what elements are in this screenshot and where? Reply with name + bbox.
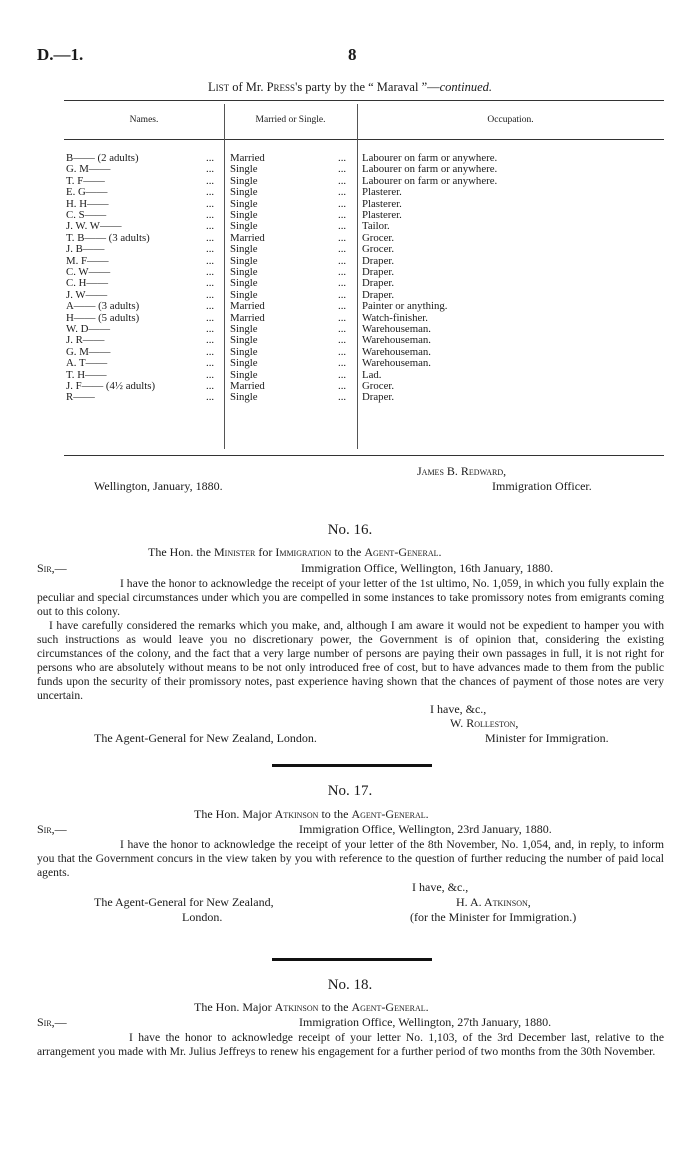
row-status: Single (230, 220, 258, 233)
row-occupation: Painter or anything. (362, 300, 448, 313)
row-leader: ... (338, 152, 347, 164)
row-leader: ... (206, 300, 215, 313)
row-leader: ... (338, 266, 347, 278)
row-status: Single (230, 345, 258, 358)
row-name: W. D—— (66, 323, 110, 335)
row-leader: ... (206, 243, 215, 256)
row-name: J. W. W—— (66, 220, 122, 233)
row-leader: ... (338, 220, 347, 233)
row-occupation: Plasterer. (362, 186, 402, 199)
row-occupation: Grocer. (362, 243, 395, 256)
letter-17-addressee-line-2: London. (182, 910, 223, 924)
list-title-continued: continued. (439, 80, 493, 94)
letter-18-heading: The Hon. Major Atkinson to the Agent-General. (194, 1000, 429, 1014)
row-leader: ... (338, 288, 347, 301)
row-leader: ... (338, 163, 347, 176)
row-occupation: Plasterer. (362, 209, 402, 221)
row-leader: ... (338, 231, 347, 244)
row-occupation: Watch-finisher. (362, 311, 428, 324)
letter-16-number: No. 16. (327, 522, 373, 538)
row-occupation: Labourer on farm or anywhere. (362, 163, 498, 176)
letter-16-office-date: Immigration Office, Wellington, 16th January, 1880. (301, 561, 554, 575)
letter-16-salutation: Sir,— (37, 561, 67, 575)
row-leader: ... (206, 231, 215, 244)
row-leader: ... (206, 209, 215, 221)
row-name: T. F—— (66, 174, 105, 187)
row-leader: ... (338, 254, 347, 267)
row-leader: ... (338, 300, 347, 313)
row-leader: ... (338, 323, 347, 335)
row-leader: ... (206, 323, 215, 335)
list-title (0, 80, 700, 95)
letter-17-signer: H. A. Atkinson, (456, 895, 531, 909)
table-header-rule (64, 139, 664, 140)
row-occupation: Warehouseman. (362, 323, 431, 335)
row-status: Married (230, 380, 265, 392)
row-status: Single (230, 197, 258, 210)
row-status: Single (230, 391, 258, 404)
row-leader: ... (338, 345, 347, 358)
column-header-occupation: Occupation. (487, 115, 534, 125)
list-title-press: Press (266, 80, 296, 94)
row-leader: ... (338, 197, 347, 210)
row-leader: ... (206, 163, 215, 176)
letter-17-paragraph-1: I have the honor to acknowledge the receipt of your letter of the 8th November, No. 1,054, and, in reply, to inform you that the Government concurs in the view taken by you with reference to the question of further reducing the number of paid local agents. (37, 838, 664, 879)
row-name: E. G—— (66, 186, 108, 199)
row-leader: ... (338, 380, 347, 392)
row-leader: ... (338, 277, 347, 290)
list-title-mid: of Mr. (229, 80, 267, 94)
letter-18-number: No. 18. (327, 977, 373, 993)
row-leader: ... (206, 368, 215, 381)
letter-16-paragraph-2: I have carefully considered the remarks which you make, and, although I am aware it would not be expedient to hamper you with such instructions as would leave you no discretionary power, the Government is of opinion that, considering the existing circumstances of the colony, and the fact that a very large number of persons are paying their own passages in full, it is not right for persons who are absolutely without means to be not only introduced free of cost, but to have advances made to them from the public funds upon the security of their promissory notes, past experience having shown that the chances of payment of those notes are very uncertain. (37, 619, 664, 702)
row-leader: ... (206, 288, 215, 301)
letter-16-signer: W. Rolleston, (450, 716, 519, 730)
row-name: J. R—— (66, 334, 105, 347)
column-header-status: Married or Single. (255, 115, 326, 125)
row-status: Married (230, 231, 265, 244)
row-leader: ... (338, 311, 347, 324)
row-name: C. H—— (66, 277, 108, 290)
row-occupation: Draper. (362, 277, 395, 290)
row-name: B—— (2 adults) (66, 152, 139, 164)
row-status: Single (230, 186, 258, 199)
row-name: H—— (5 adults) (66, 311, 140, 324)
list-title-prefix: List (207, 80, 230, 94)
row-name: A. T—— (66, 357, 108, 370)
row-status: Married (230, 300, 265, 313)
row-leader: ... (338, 174, 347, 187)
letter-16-addressee: The Agent-General for New Zealand, London. (94, 731, 317, 745)
row-occupation: Warehouseman. (362, 345, 431, 358)
row-leader: ... (206, 391, 215, 404)
row-leader: ... (338, 357, 347, 370)
row-leader: ... (206, 380, 215, 392)
letter-17-office-date: Immigration Office, Wellington, 23rd January, 1880. (299, 822, 552, 836)
row-name: G. M—— (66, 163, 111, 176)
row-status: Married (230, 311, 265, 324)
row-leader: ... (206, 186, 215, 199)
row-leader: ... (338, 186, 347, 199)
row-occupation: Draper. (362, 288, 395, 301)
row-occupation: Grocer. (362, 231, 395, 244)
row-name: T. H—— (66, 368, 107, 381)
column-header-names: Names. (129, 115, 159, 125)
row-leader: ... (338, 368, 347, 381)
section-divider-2 (272, 958, 432, 961)
row-name: J. W—— (66, 288, 108, 301)
row-occupation: Labourer on farm or anywhere. (362, 152, 498, 164)
row-leader: ... (206, 277, 215, 290)
row-status: Single (230, 368, 258, 381)
letter-17-closing: I have, &c., (412, 880, 469, 894)
row-name: G. M—— (66, 345, 111, 358)
letter-17-salutation: Sir,— (37, 822, 67, 836)
row-leader: ... (338, 334, 347, 347)
row-occupation: Draper. (362, 266, 395, 278)
row-leader: ... (338, 243, 347, 256)
row-name: A—— (3 adults) (66, 300, 140, 313)
row-leader: ... (206, 311, 215, 324)
row-occupation: Lad. (362, 368, 382, 381)
row-status: Single (230, 323, 258, 335)
row-leader: ... (206, 266, 215, 278)
letter-16-paragraph-1: I have the honor to acknowledge the receipt of your letter of the 1st ultimo, No. 1,059, in which you fully explain the peculiar and special circumstances under which you are compelled in some instances to take promissory notes from emigrants coming out to this colony. (37, 577, 664, 618)
row-occupation: Draper. (362, 391, 395, 404)
list-signature-name: James B. Redward, (417, 464, 507, 478)
table-divider-2 (357, 104, 358, 449)
row-leader: ... (206, 334, 215, 347)
row-leader: ... (206, 254, 215, 267)
row-occupation: Plasterer. (362, 197, 402, 210)
row-name: R—— (66, 391, 95, 404)
row-leader: ... (206, 345, 215, 358)
row-status: Single (230, 288, 258, 301)
table-divider-1 (224, 104, 225, 449)
row-status: Single (230, 334, 258, 347)
row-name: C. W—— (66, 266, 111, 278)
table-bottom-rule (64, 455, 664, 456)
letter-17-signer-title: (for the Minister for Immigration.) (410, 910, 577, 924)
row-status: Single (230, 163, 258, 176)
section-divider-1 (272, 764, 432, 767)
letter-18-salutation: Sir,— (37, 1015, 67, 1029)
row-status: Single (230, 277, 258, 290)
row-name: J. B—— (66, 243, 105, 256)
row-occupation: Grocer. (362, 380, 395, 392)
row-status: Single (230, 174, 258, 187)
row-leader: ... (206, 174, 215, 187)
letter-17-heading: The Hon. Major Atkinson to the Agent-General. (194, 807, 429, 821)
row-leader: ... (206, 357, 215, 370)
letter-16-heading: The Hon. the Minister for Immigration to the Agent-General. (148, 545, 442, 559)
letter-18-office-date: Immigration Office, Wellington, 27th January, 1880. (299, 1015, 552, 1029)
row-status: Single (230, 357, 258, 370)
list-signature-title: Immigration Officer. (492, 479, 592, 493)
row-name: M. F—— (66, 254, 109, 267)
row-occupation: Warehouseman. (362, 334, 431, 347)
row-leader: ... (338, 391, 347, 404)
row-leader: ... (206, 220, 215, 233)
row-occupation: Warehouseman. (362, 357, 431, 370)
letter-17-number: No. 17. (327, 783, 373, 799)
document-reference: D.—1. (37, 45, 84, 64)
row-name: T. B—— (3 adults) (66, 231, 150, 244)
row-name: J. F—— (4½ adults) (66, 380, 156, 392)
row-leader: ... (206, 152, 215, 164)
row-occupation: Labourer on farm or anywhere. (362, 174, 498, 187)
table-top-rule (64, 100, 664, 101)
row-status: Married (230, 152, 265, 164)
row-occupation: Draper. (362, 254, 395, 267)
row-leader: ... (338, 209, 347, 221)
letter-17-addressee-line-1: The Agent-General for New Zealand, (94, 895, 274, 909)
row-leader: ... (206, 197, 215, 210)
letter-16-signer-title: Minister for Immigration. (485, 731, 609, 745)
list-place-date: Wellington, January, 1880. (94, 479, 223, 493)
row-status: Single (230, 243, 258, 256)
row-status: Single (230, 266, 258, 278)
row-name: C. S—— (66, 209, 107, 221)
letter-18-paragraph-1: I have the honor to acknowledge receipt of your letter No. 1,103, of the 3rd December last, relative to the arrangement you made with Mr. Julius Jeffreys to renew his engagement for a further period of two months from the 30th November. (37, 1031, 664, 1058)
row-status: Single (230, 254, 258, 267)
list-title-rest: 's party by the “ Maraval ”— (295, 80, 440, 94)
letter-16-closing: I have, &c., (430, 702, 487, 716)
page-number: 8 (348, 45, 357, 64)
row-name: H. H—— (66, 197, 109, 210)
row-status: Single (230, 209, 258, 221)
row-occupation: Tailor. (362, 220, 390, 233)
